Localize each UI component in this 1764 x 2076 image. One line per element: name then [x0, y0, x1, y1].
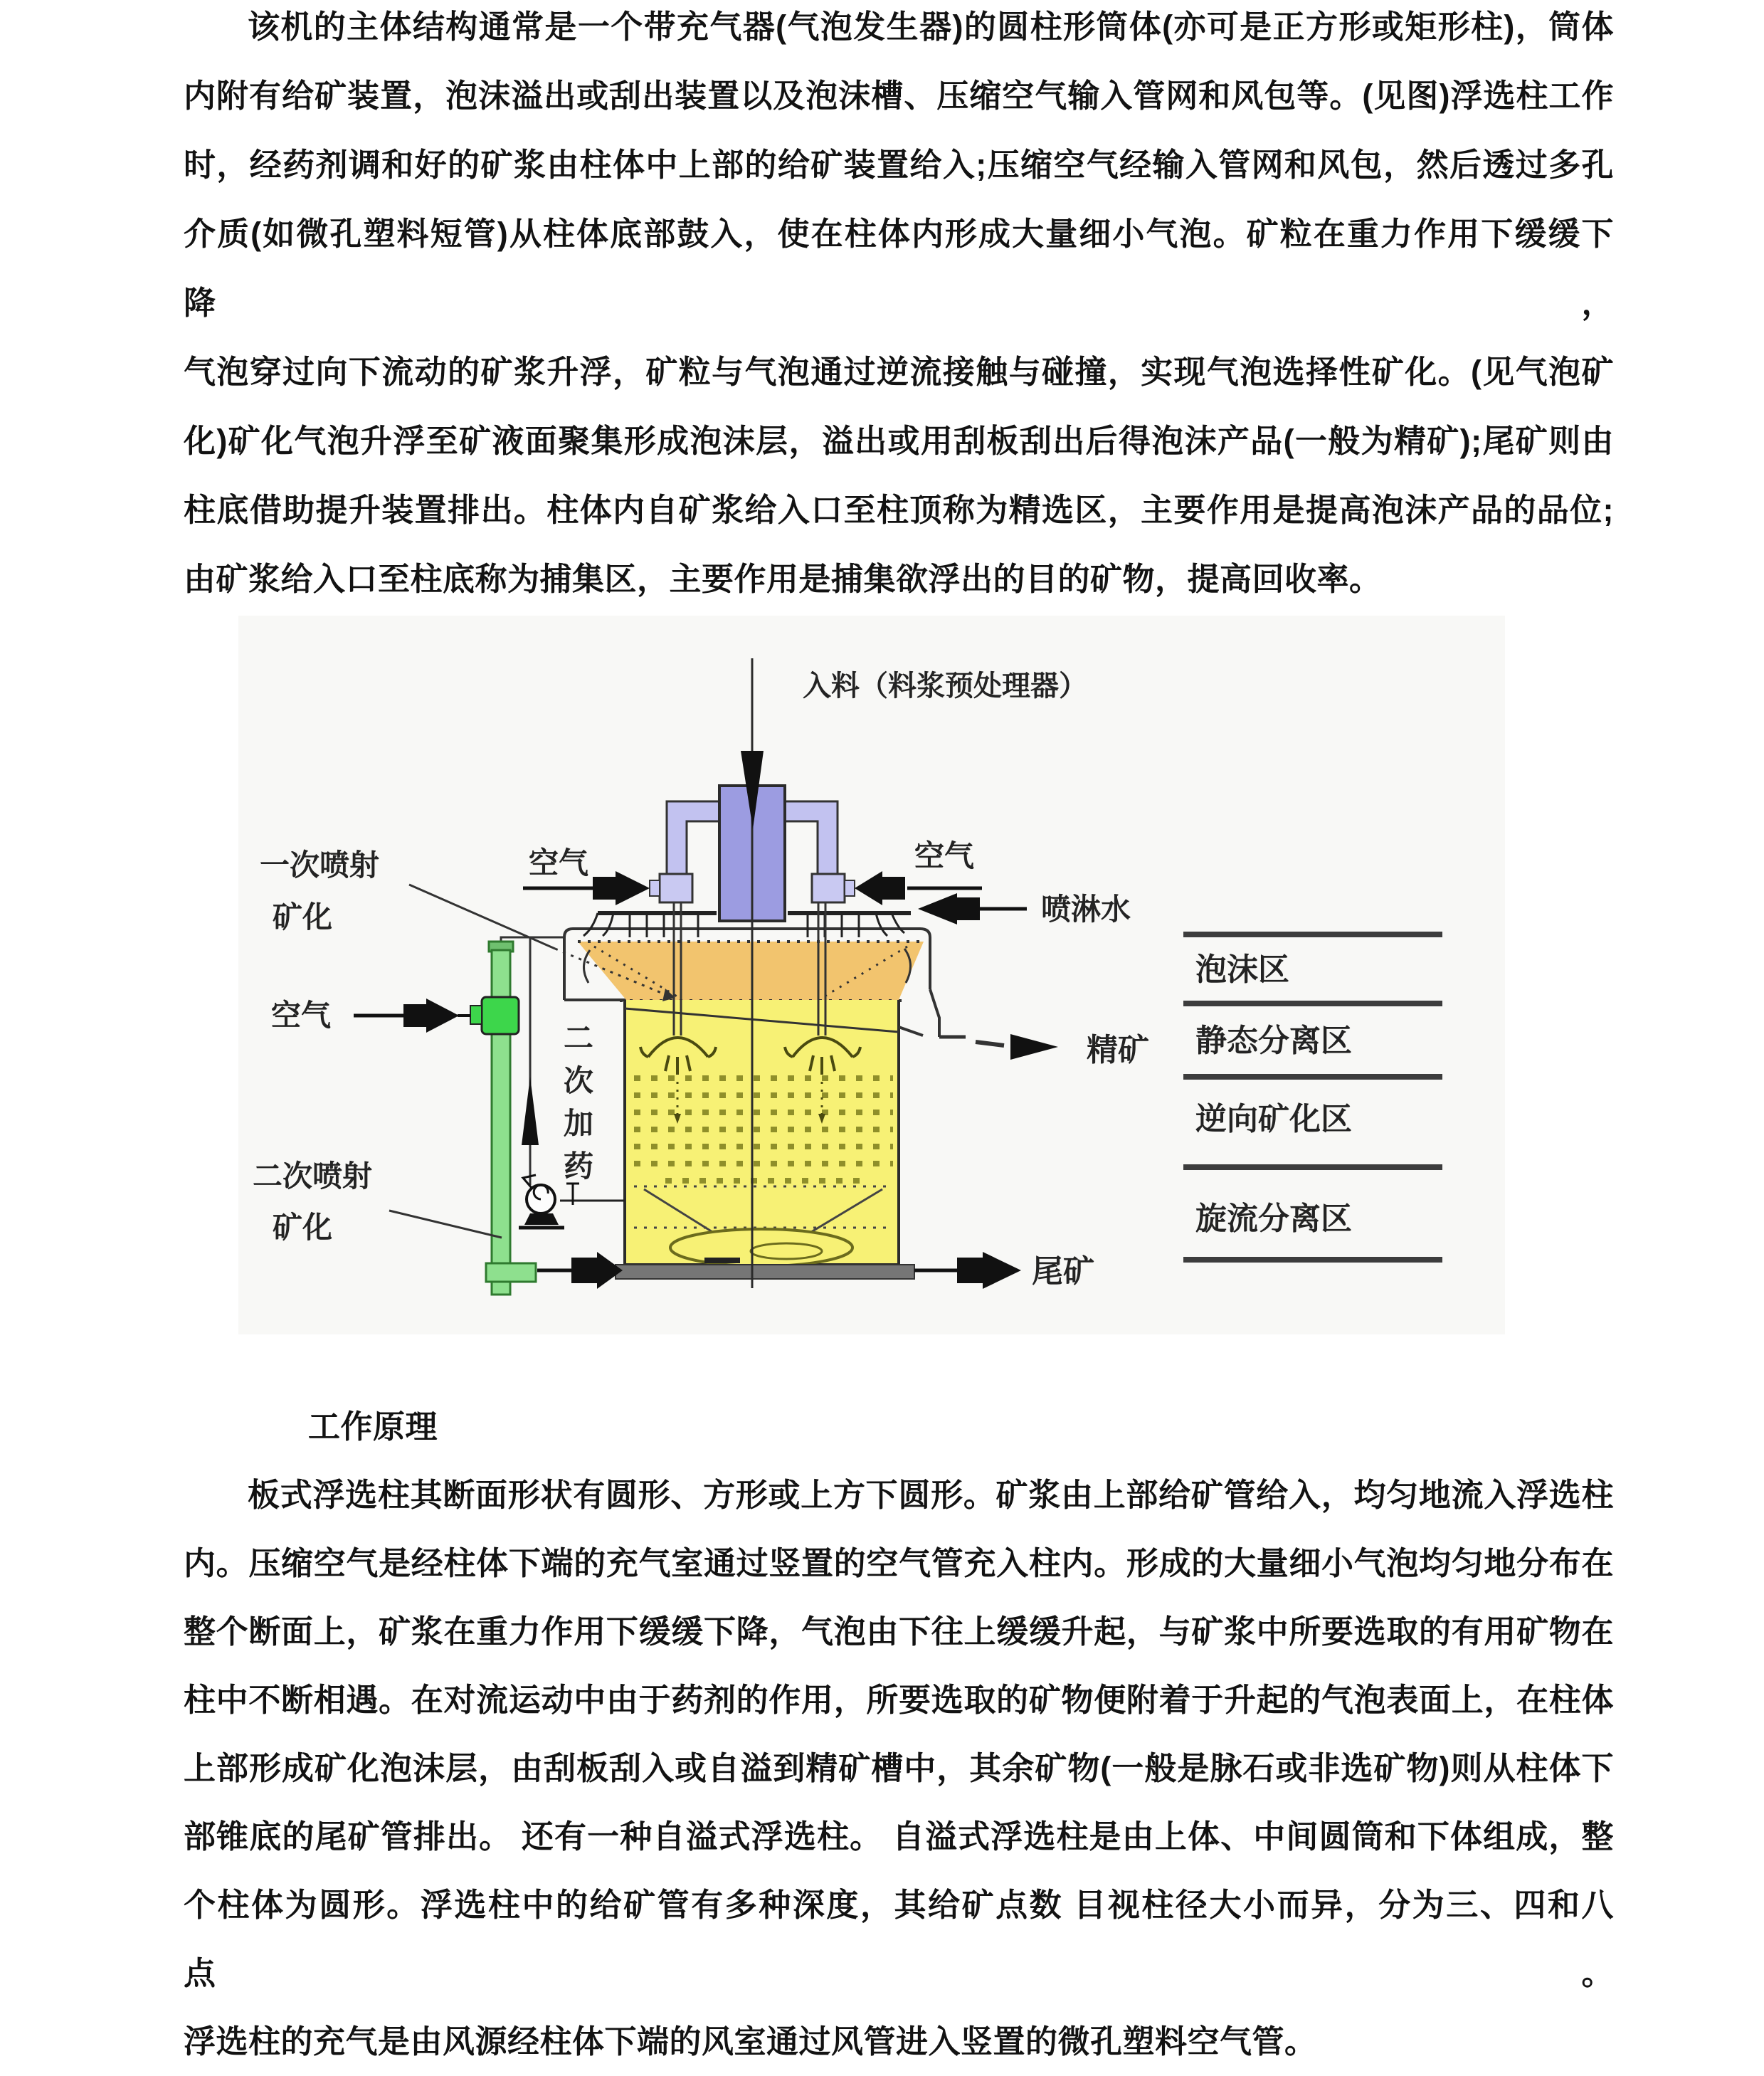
zone-label-counter-mineralization: 逆向矿化区	[1195, 1102, 1352, 1137]
zone-label-froth: 泡沫区	[1195, 952, 1289, 987]
svg-text:加: 加	[563, 1107, 594, 1140]
concentrate-label: 精矿	[1087, 1033, 1149, 1068]
text-line: 部锥底的尾矿管排出。 还有一种自溢式浮选柱。 自溢式浮选柱是由上体、中间圆筒和下体组成，整	[184, 1818, 1614, 1855]
feed-label: 入料（料浆预处理器）	[803, 670, 1087, 702]
spray-water-label: 喷淋水	[1041, 892, 1131, 926]
text-line: 时，经药剂调和好的矿浆由柱体中上部的给矿装置给入;压缩空气经输入管网和风包，然后透过多孔	[184, 147, 1614, 183]
column-body	[616, 1000, 914, 1279]
air-label-right: 空气	[914, 839, 975, 873]
cyclone-ellipse	[670, 1229, 852, 1266]
air-valve	[482, 997, 519, 1034]
text-line: 柱底借助提升装置排出。柱体内自矿浆给入口至柱顶称为精选区，主要作用是提高泡沫产品的品位;	[184, 492, 1614, 528]
text-line: 介质(如微孔塑料短管)从柱体底部鼓入，使在柱体内形成大量细小气泡。矿粒在重力作用下缓缓下降，	[184, 216, 1614, 321]
text-line: 化)矿化气泡升浮至矿液面聚集形成泡沫层，溢出或用刮板刮出后得泡沫产品(一般为精矿);尾矿则由	[184, 423, 1614, 459]
primary-jet-label2: 矿化	[273, 900, 333, 934]
working-principle-section	[184, 1393, 1614, 2076]
text-line: 柱中不断相遇。在对流运动中由于药剂的作用，所要选取的矿物便附着于升起的气泡表面上，在柱体	[184, 1682, 1614, 1718]
text-line: 内附有给矿装置，泡沫溢出或刮出装置以及泡沫槽、压缩空气输入管网和风包等。(见图)浮选柱工作	[184, 78, 1614, 114]
svg-text:二: 二	[563, 1021, 594, 1055]
secondary-jet-label2: 矿化	[273, 1211, 333, 1244]
tailings-label: 尾矿	[1032, 1254, 1094, 1289]
zone-label-static-separation: 静态分离区	[1195, 1023, 1352, 1058]
air-label-left: 空气	[529, 846, 589, 880]
secondary-jet-label: 二次喷射	[253, 1159, 373, 1193]
text-line: 该机的主体结构通常是一个带充气器(气泡发生器)的圆柱形筒体(亦可是正方形或矩形柱)，筒体	[248, 9, 1614, 45]
intro-paragraph	[184, 0, 1614, 683]
text-line: 板式浮选柱其断面形状有圆形、方形或上方下圆形。矿浆由上部给矿管给入，均匀地流入浮选柱	[248, 1477, 1614, 1513]
text-line: 气泡穿过向下流动的矿浆升浮，矿粒与气泡通过逆流接触与碰撞，实现气泡选择性矿化。(见气泡矿	[184, 354, 1614, 390]
primary-jet-label: 一次喷射	[260, 848, 380, 882]
air-injector-left	[660, 874, 692, 902]
text-line: 内。压缩空气是经柱体下端的充气室通过竖置的空气管充入柱内。形成的大量细小气泡均匀地分布在	[184, 1545, 1614, 1581]
column-base	[616, 1265, 914, 1279]
text-line: 整个断面上，矿浆在重力作用下缓缓下降，气泡由下往上缓缓升起，与矿浆中所要选取的有用矿物在	[184, 1613, 1614, 1650]
svg-text:次: 次	[563, 1064, 594, 1097]
svg-text:药: 药	[563, 1149, 594, 1183]
section-heading: 工作原理	[308, 1408, 438, 1445]
text-line: 个柱体为圆形。浮选柱中的给矿管有多种深度，其给矿点数 目视柱径大小而异，分为三、四和八点。	[184, 1887, 1614, 1991]
text-line: 上部形成矿化泡沫层，由刮板刮入或自溢到精矿槽中，其余矿物(一般是脉石或非选矿物)则从柱体下	[184, 1750, 1614, 1786]
zone-label-cyclone-separation: 旋流分离区	[1195, 1201, 1352, 1236]
text-line: 由矿浆给入口至柱底称为捕集区，主要作用是捕集欲浮出的目的矿物，提高回收率。	[184, 561, 1382, 597]
froth-funnel	[578, 942, 924, 1001]
air-label-mid: 空气	[271, 999, 332, 1032]
flotation-column-diagram	[238, 616, 1505, 1334]
text-line: 浮选柱的充气是由风源经柱体下端的风室通过风管进入竖置的微孔塑料空气管。	[184, 2023, 1317, 2060]
air-injector-right	[812, 874, 845, 902]
